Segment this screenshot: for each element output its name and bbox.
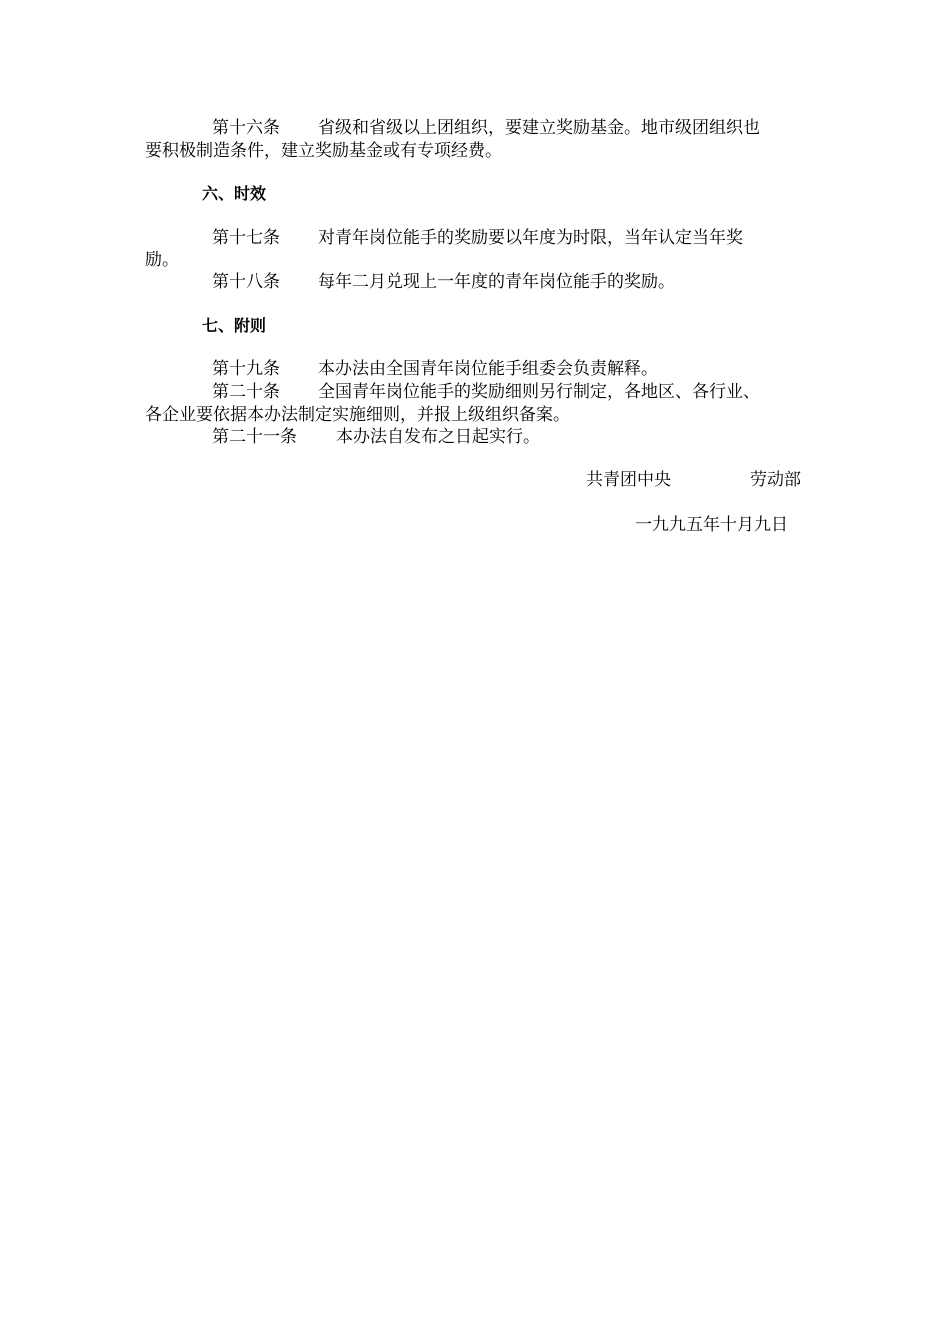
article-19-line-1: [212, 358, 658, 380]
article-16-number: 第十六条: [212, 118, 280, 138]
signature-date: 一九九五年十月九日: [635, 515, 788, 535]
signature-org-youth-league: 共青团中央: [586, 470, 671, 490]
article-17-number: 第十七条: [212, 228, 280, 248]
article-20-line-1: [212, 381, 760, 403]
signature-org-labor-ministry: 劳动部: [750, 470, 801, 490]
article-21-number: 第二十一条: [212, 427, 297, 447]
section-heading-seven: 七、附则: [202, 316, 267, 335]
article-20-text-2: 各企业要依据本办法制定实施细则，并报上级组织备案。: [145, 405, 570, 425]
article-17-text-2: 励。: [145, 250, 179, 270]
article-19-number: 第十九条: [212, 359, 280, 379]
article-20-text-1: 全国青年岗位能手的奖励细则另行制定，各地区、各行业、: [318, 382, 760, 402]
article-17-line-2: [145, 249, 179, 271]
article-18-text-1: 每年二月兑现上一年度的青年岗位能手的奖励。: [318, 272, 675, 292]
article-17-line-1: [212, 227, 743, 249]
article-18-line-1: [212, 271, 675, 293]
article-17-text-1: 对青年岗位能手的奖励要以年度为时限，当年认定当年奖: [318, 228, 743, 248]
article-16-line-2: [145, 140, 502, 162]
article-18-number: 第十八条: [212, 272, 280, 292]
article-16-text-2: 要积极制造条件，建立奖励基金或有专项经费。: [145, 141, 502, 161]
article-20-line-2: [145, 404, 570, 426]
article-16-line-1: [212, 117, 760, 139]
article-20-number: 第二十条: [212, 382, 280, 402]
article-21-line-1: [212, 426, 540, 448]
article-21-text-1: 本办法自发布之日起实行。: [336, 427, 540, 447]
article-16-text-1: 省级和省级以上团组织，要建立奖励基金。地市级团组织也: [318, 118, 760, 138]
section-heading-six: 六、时效: [202, 184, 267, 203]
article-19-text-1: 本办法由全国青年岗位能手组委会负责解释。: [318, 359, 658, 379]
